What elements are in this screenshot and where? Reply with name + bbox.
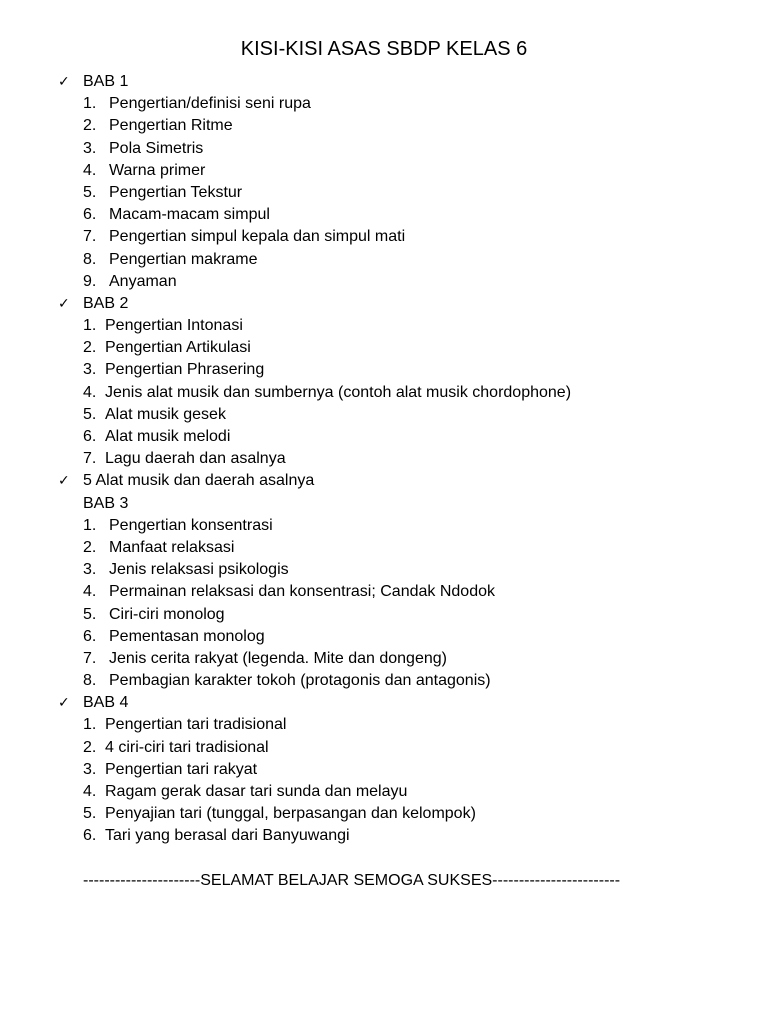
- document-body: [0, 71, 768, 892]
- list-item: 3. Pengertian Phrasering: [83, 361, 265, 379]
- page-title: KISI-KISI ASAS SBDP KELAS 6: [240, 38, 528, 60]
- list-item: 6. Alat musik melodi: [83, 428, 231, 445]
- list-item: 2. Manfaat relaksasi: [83, 538, 235, 556]
- list-item: 5. Alat musik gesek: [83, 405, 226, 423]
- list-item: 1. Pengertian Intonasi: [83, 317, 243, 335]
- list-item: 6. Pementasan monolog: [83, 627, 265, 645]
- section-list-bab-2: [0, 315, 768, 470]
- list-item: 4. Jenis alat musik dan sumbernya (contoh alat musik chordophone): [83, 383, 572, 401]
- list-item: 4. Ragam gerak dasar tari sunda dan melayu: [83, 783, 408, 800]
- section-heading-bab-2: ✓ BAB 2: [0, 293, 768, 315]
- list-item: 4. Permainan relaksasi dan konsentrasi; Candak Ndodok: [83, 583, 495, 601]
- list-item: 3. Pola Simetris: [83, 139, 204, 157]
- list-item: 9. Anyaman: [83, 272, 177, 290]
- list-item: 2. 4 ciri-ciri tari tradisional: [83, 738, 269, 756]
- list-item: 5. Pengertian Tekstur: [83, 183, 243, 201]
- check-icon: ✓: [58, 295, 70, 312]
- list-item: 1. Pengertian konsentrasi: [83, 516, 273, 534]
- list-item: 1. Pengertian/definisi seni rupa: [83, 95, 311, 113]
- list-item: 5. Penyajian tari (tunggal, berpasangan dan kelompok): [83, 805, 476, 823]
- list-item: 1. Pengertian tari tradisional: [83, 716, 287, 734]
- section-heading-bab-4: ✓ BAB 4: [0, 692, 768, 714]
- list-item: 7. Jenis cerita rakyat (legenda. Mite dan dongeng): [83, 649, 447, 667]
- section-list-bab-4: [0, 714, 768, 847]
- list-item: 2. Pengertian Artikulasi: [83, 339, 251, 357]
- check-icon: ✓: [58, 695, 70, 712]
- list-item: 6. Tari yang berasal dari Banyuwangi: [83, 827, 350, 845]
- check-icon: ✓: [58, 74, 70, 90]
- list-item: 7. Pengertian simpul kepala dan simpul mati: [83, 228, 406, 246]
- footer-message: ----------------------SELAMAT BELAJAR SEMOGA SUKSES------------------------: [83, 871, 621, 889]
- section-list-bab-3: [0, 515, 768, 693]
- list-item: 3. Pengertian tari rakyat: [83, 760, 258, 778]
- list-item: 8. Pengertian makrame: [83, 250, 258, 268]
- section-heading-bab-3: BAB 3: [83, 494, 129, 512]
- list-item: 3. Jenis relaksasi psikologis: [83, 561, 289, 579]
- checked-note: ✓ 5 Alat musik dan daerah asalnya: [0, 470, 768, 492]
- section-list-bab-1: [0, 93, 768, 293]
- list-item: 7. Lagu daerah dan asalnya: [83, 450, 286, 468]
- list-item: 2. Pengertian Ritme: [83, 117, 233, 135]
- check-icon: ✓: [58, 473, 70, 490]
- spacer: [0, 848, 768, 870]
- list-item: 8. Pembagian karakter tokoh (protagonis dan antagonis): [83, 672, 491, 690]
- list-item: 6. Macam-macam simpul: [83, 206, 270, 224]
- list-item: 5. Ciri-ciri monolog: [83, 605, 225, 623]
- list-item: 4. Warna primer: [83, 161, 206, 179]
- section-heading-bab-1: ✓ BAB 1: [0, 71, 768, 93]
